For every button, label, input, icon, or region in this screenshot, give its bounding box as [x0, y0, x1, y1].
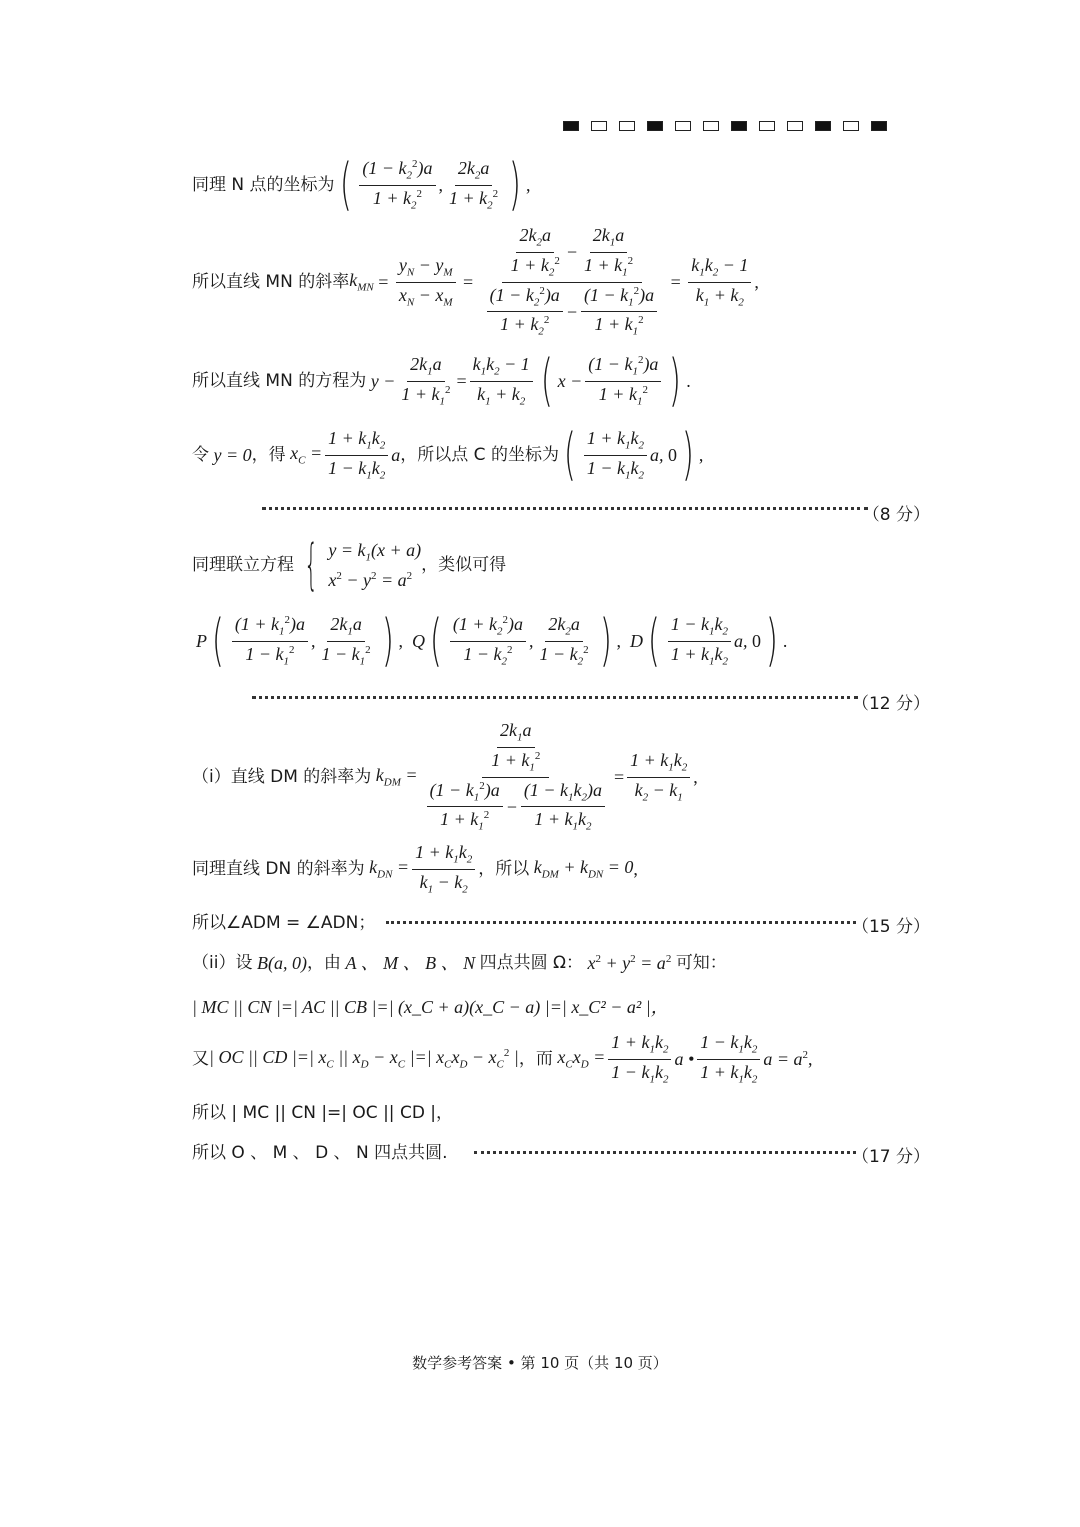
leader-dots — [474, 1149, 856, 1154]
header-mark-empty — [703, 121, 719, 131]
score-15: （15 分） — [851, 917, 930, 937]
header-mark-empty — [619, 121, 635, 131]
header-mark-filled — [871, 121, 887, 131]
line-mn-slope-text: 所以直线 MN 的斜率 — [192, 271, 350, 292]
line-n-text: 同理 N 点的坐标为 — [192, 174, 335, 195]
line-angle-equal: 所以∠ADM = ∠ADN； — [192, 912, 376, 933]
score-17: （17 分） — [851, 1147, 930, 1167]
line-c-coordinates: 令 y = 0 ，得 $x_C$ = $\frac{1 + k_1k_2}{1 - k_1k_2}$ a ，所以点 C 的坐标为 ( $\frac{1 + k_1k_2}{1 - k_1k_2}$ a, 0 ) , — [192, 422, 704, 487]
header-mark-filled — [815, 121, 831, 131]
leader-dots — [252, 694, 858, 699]
line-system: 同理联立方程 { $y = k_1(x + a)$ $x^2 - y^2 = a^2$ ，类似可得 — [192, 533, 507, 596]
score-8: （8 分） — [862, 505, 930, 525]
n-x-fraction: $\frac{(1 - k_2^2)a}{1 + k_2^2}$ — [359, 159, 435, 211]
line-power-c: | MC || CN |=| AC || CB |=| (x_C + a)(x_C − a) |=| x_C² − a² |， — [192, 997, 669, 1017]
header-mark-filled — [731, 121, 747, 131]
leader-dots — [262, 505, 868, 510]
header-mark-empty — [675, 121, 691, 131]
page-footer: 数学参考答案 • 第 10 页（共 10 页） — [412, 1354, 668, 1372]
line-conclusion: 所以 O 、 M 、 D 、 N 四点共圆. — [192, 1142, 448, 1163]
line-dm-slope: （i）直线 DM 的斜率为 $k_{DM}$ = $\frac{2k_1a}{1 + k_1^2}$ $\frac{(1 - k_1^2)a}{1 + k_1^2}$ − $\frac{(1 - k_1k_2)a}{1 + k_1k_2}$ = $\frac{1 + k_1k_2}{k_2 - k_1}$ , — [192, 720, 698, 833]
header-marks — [563, 121, 887, 131]
leader-dots — [386, 919, 856, 924]
mn-slope-big-fraction: $\frac{2k_2a}{1 + k_2^2}$ − $\frac{2k_1a}{1 + k_1^2}$ $\frac{(1 - k_2^2)a}{1 + k_2^2}$ − $\frac{(1 - k_1^2)a}{1 + k_1^2}$ — [481, 226, 663, 337]
score-12: （12 分） — [851, 694, 930, 714]
line-power-d: 又 | OC || CD |=| $x_C$ || $x_D - x_C$ |=| $x_Cx_D - x_C^2$ | ，而 $x_Cx_D$ = $\frac{1 + k_1k_2}{1 - k_1k_2}$ a • $\frac{1 - k_1k_2}{1 + k_1k_2}$ $a = a^2$ , — [192, 1031, 813, 1086]
header-mark-empty — [591, 121, 607, 131]
dm-slope-big-fraction: $\frac{2k_1a}{1 + k_1^2}$ $\frac{(1 - k_1^2)a}{1 + k_1^2}$ − $\frac{(1 - k_1k_2)a}{1 + k_1k_2}$ — [421, 721, 611, 832]
line-mn-equation-text: 所以直线 MN 的方程为 — [192, 370, 367, 391]
equation-system: $y = k_1(x + a)$ $x^2 - y^2 = a^2$ — [328, 539, 422, 591]
line-mn-equation: 所以直线 MN 的方程为 y − $\frac{2k_1a}{1 + k_1^2}$ = $\frac{k_1k_2 - 1}{k_1 + k_2}$ ( x − $\frac{(1 - k_1^2)a}{1 + k_1^2}$ ) . — [192, 348, 691, 413]
header-mark-empty — [843, 121, 859, 131]
line-mn-slope: 所以直线 MN 的斜率 $k_{MN}$ = $\frac{y_N - y_M}{x_N - x_M}$ = $\frac{2k_2a}{1 + k_2^2}$ − $\frac{2k_1a}{1 + k_1^2}$ $\frac{(1 - k_2^2)a}{1 + k_2^2}$ − $\frac{(1 - k_1^2)a}{1 + k_1^2}$ = $\frac{k_1k_2 - 1}{k_1 + k_2}$ , — [192, 225, 759, 338]
line-pqd-coordinates: P ( $\frac{(1 + k_1^2)a}{1 - k_1^2}$ , $\frac{2k_1a}{1 - k_1^2}$ ) , Q ( $\frac{(1 + k_2^2)a}{1 - k_2^2}$ , $\frac{2k_2a}{1 - k_2^2}$ ) , D ( $\frac{1 - k_1k_2}{1 + k_1k_2}$ a, 0 ) . — [196, 608, 788, 673]
header-mark-empty — [787, 121, 803, 131]
line-concyclic-setup: （ii）设 B(a, 0) ，由 A 、 M 、 B 、 N 四点共圆 Ω： $x^2 + y^2 = a^2$ 可知： — [192, 952, 727, 973]
header-mark-empty — [759, 121, 775, 131]
line-equal-products: 所以 | MC || CN |=| OC || CD |， — [192, 1102, 454, 1123]
line-n-coordinates: 同理 N 点的坐标为 ( $\frac{(1 - k_2^2)a}{1 + k_2^2}$ , $\frac{2k_2a}{1 + k_2^2}$ ) , — [192, 152, 531, 217]
header-mark-filled — [647, 121, 663, 131]
header-mark-filled — [563, 121, 579, 131]
n-y-fraction: $\frac{2k_2a}{1 + k_2^2}$ — [449, 157, 499, 212]
line-dn-slope: 同理直线 DN 的斜率为 $k_{DN}$ = $\frac{1 + k_1k_2}{k_1 - k_2}$ ，所以 $k_{DM} + k_{DN} = 0$ , — [192, 841, 638, 896]
